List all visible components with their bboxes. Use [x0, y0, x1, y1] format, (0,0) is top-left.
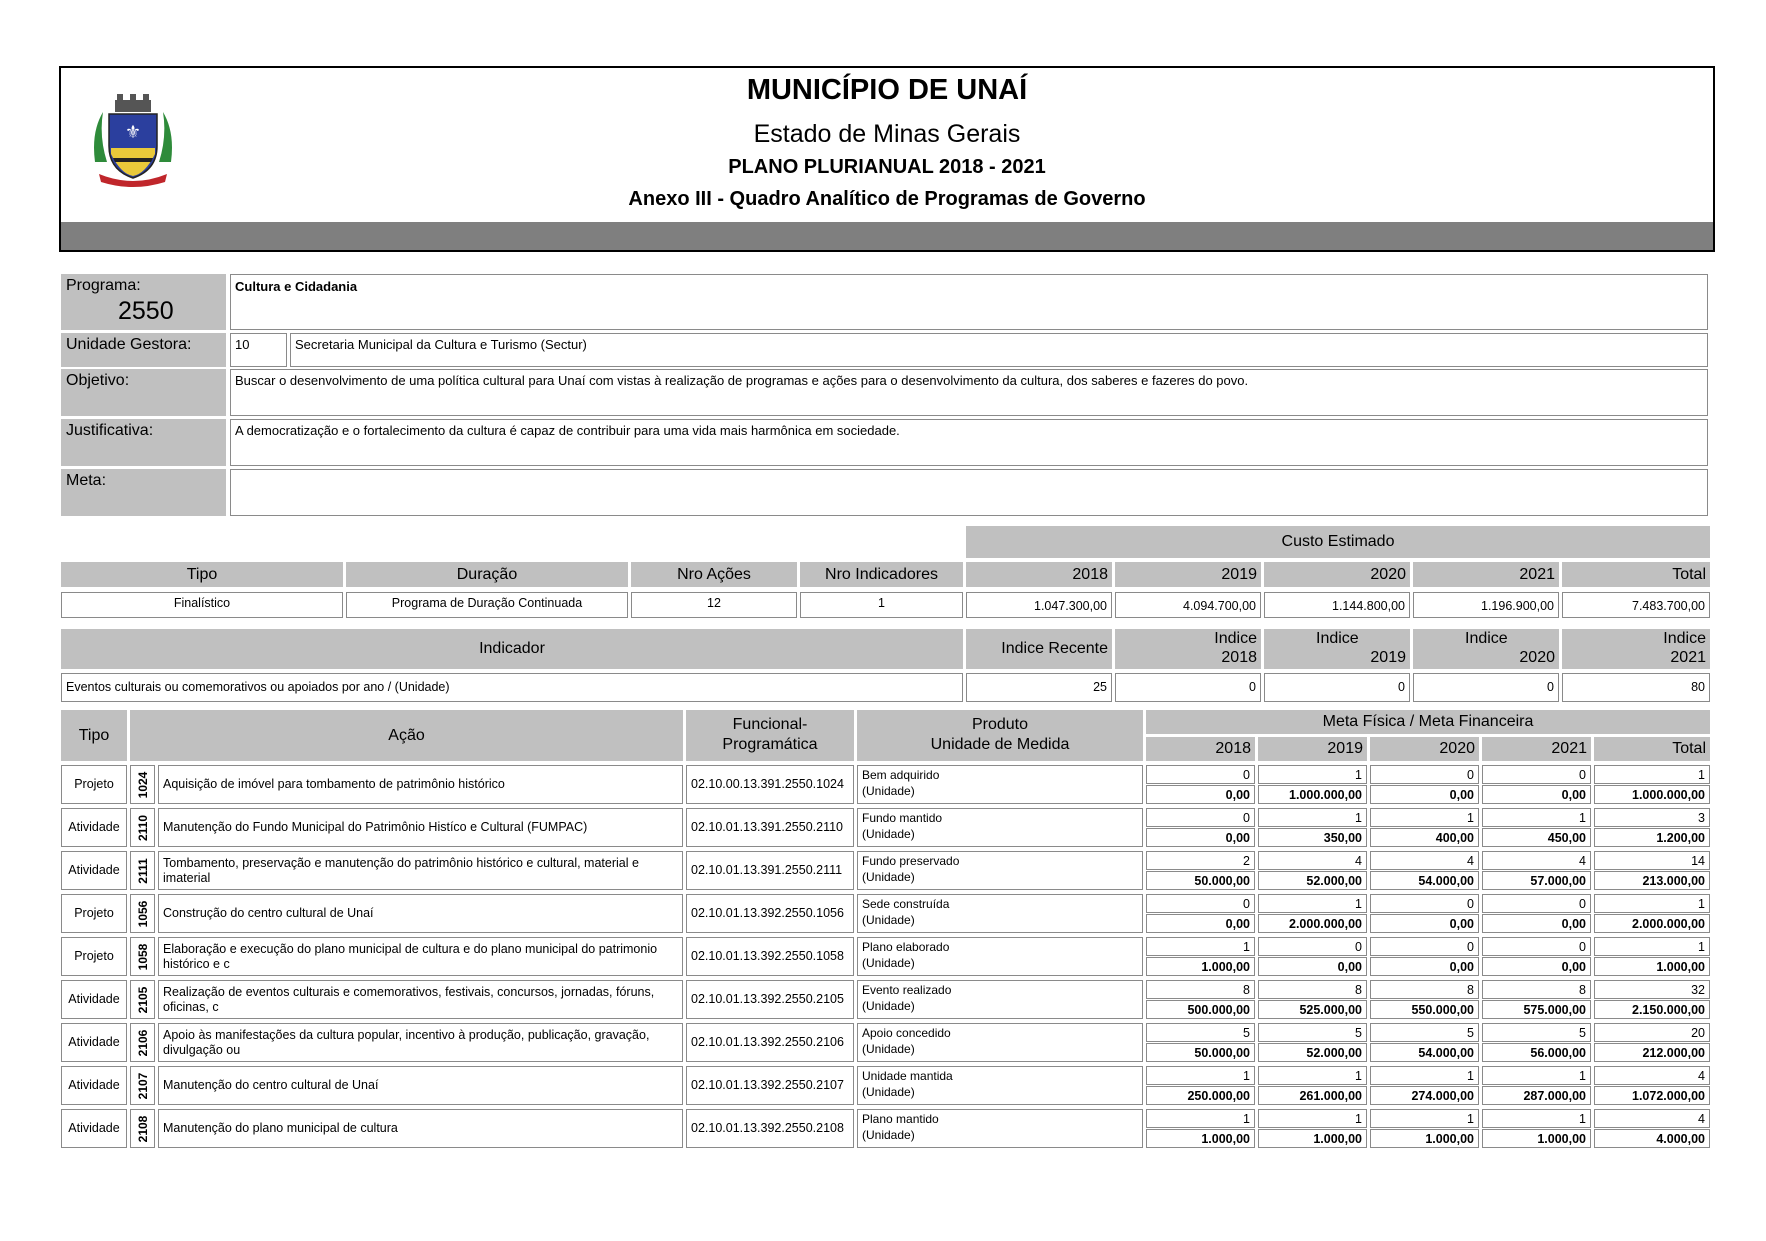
meta-financeira-value: 212.000,00	[1594, 1043, 1710, 1062]
meta-financeira-value: 400,00	[1370, 828, 1479, 847]
meta-fisica-value: 4	[1594, 1066, 1710, 1085]
meta-fisica-value: 0	[1258, 937, 1367, 956]
unidade-codigo	[230, 333, 287, 367]
meta-fisica-value: 0	[1482, 894, 1591, 913]
justificativa-text-box	[230, 419, 1708, 466]
acao-header-produto-1: Produto	[971, 716, 1029, 733]
acao-tipo: Projeto	[61, 894, 127, 933]
programa-nome-text: Cultura e Cidadania	[235, 279, 358, 294]
produto-nome: Bem adquirido	[862, 768, 940, 782]
acao-descricao	[158, 1023, 683, 1062]
indice-2021-header	[1562, 629, 1710, 669]
meta-fisica-value: 4	[1370, 851, 1479, 870]
acao-funcional: 02.10.01.13.391.2550.2110	[686, 808, 854, 847]
custo-header-2020: 2020	[1264, 562, 1410, 587]
meta-financeira-value: 1.000,00	[1370, 1129, 1479, 1148]
meta-label: Meta:	[61, 469, 226, 516]
acao-codigo	[130, 980, 155, 1019]
meta-fisica-value: 1	[1258, 1066, 1367, 1085]
produto-nome: Fundo mantido	[862, 811, 943, 825]
acao-header-produto	[857, 710, 1143, 761]
meta-fisica-value: 32	[1594, 980, 1710, 999]
custo-2020-value: 1.144.800,00	[1264, 592, 1410, 618]
acao-descricao-text: Elaboração e execução do plano municipal de cultura e do plano municipal do patrimonio histórico e c	[163, 941, 658, 971]
meta-financeira-value: 2.150.000,00	[1594, 1000, 1710, 1019]
acao-produto	[857, 1109, 1143, 1148]
meta-fisica-value: 5	[1482, 1023, 1591, 1042]
indice-2020-word: Indice	[1465, 630, 1508, 647]
meta-fisica-value: 8	[1482, 980, 1591, 999]
anexo-title: Anexo III - Quadro Analítico de Programas de Governo	[628, 188, 1146, 210]
custo-nro-acoes-value: 12	[631, 592, 797, 618]
meta-financeira-value: 1.000,00	[1594, 957, 1710, 976]
acao-codigo-text: 2108	[136, 1115, 150, 1143]
meta-financeira-value: 0,00	[1146, 785, 1255, 804]
meta-financeira-value: 0,00	[1370, 914, 1479, 933]
acao-codigo	[130, 1066, 155, 1105]
meta-fisica-value: 3	[1594, 808, 1710, 827]
justificativa-text: A democratização e o fortalecimento da cultura é capaz de contribuir para uma vida mais harmônica em sociedade.	[235, 423, 900, 438]
meta-fisica-value: 4	[1258, 851, 1367, 870]
produto-nome: Fundo preservado	[862, 854, 960, 868]
acao-produto	[857, 1023, 1143, 1062]
acao-funcional: 02.10.01.13.392.2550.1056	[686, 894, 854, 933]
meta-col-header-2021: 2021	[1482, 737, 1591, 761]
programa-number: 2550	[118, 297, 174, 325]
meta-fisica-value: 1	[1482, 1109, 1591, 1128]
acao-descricao	[158, 937, 683, 976]
meta-financeira-value: 2.000.000,00	[1594, 914, 1710, 933]
meta-fisica-value: 1	[1482, 1066, 1591, 1085]
acao-codigo-text: 1024	[136, 771, 150, 799]
meta-fisica-value: 1	[1146, 937, 1255, 956]
acao-codigo	[130, 1023, 155, 1062]
acao-produto	[857, 1066, 1143, 1105]
acao-header-funcional-1: Funcional-	[732, 716, 808, 733]
acao-tipo: Atividade	[61, 851, 127, 890]
meta-fisica-value: 0	[1146, 894, 1255, 913]
meta-col-header-2019: 2019	[1258, 737, 1367, 761]
meta-fisica-value: 5	[1258, 1023, 1367, 1042]
meta-financeira-value: 575.000,00	[1482, 1000, 1591, 1019]
acao-produto	[857, 765, 1143, 804]
acao-tipo: Atividade	[61, 1066, 127, 1105]
meta-fisica-value: 14	[1594, 851, 1710, 870]
acao-descricao	[158, 851, 683, 890]
meta-text-box	[230, 469, 1708, 516]
meta-financeira-value: 274.000,00	[1370, 1086, 1479, 1105]
acao-codigo-text: 2105	[136, 986, 150, 1014]
justificativa-label: Justificativa:	[61, 419, 226, 466]
custo-header-2021: 2021	[1413, 562, 1559, 587]
custo-nro-indicadores-value: 1	[800, 592, 963, 618]
acao-tipo: Projeto	[61, 765, 127, 804]
meta-fisica-value: 1	[1370, 1066, 1479, 1085]
indice-2018-word: Indice	[1214, 630, 1257, 647]
custo-2018-value: 1.047.300,00	[966, 592, 1112, 618]
acao-produto	[857, 980, 1143, 1019]
meta-financeira-value: 450,00	[1482, 828, 1591, 847]
indice-2019-word: Indice	[1316, 630, 1359, 647]
unidade-codigo-text: 10	[235, 337, 250, 352]
acao-descricao	[158, 1066, 683, 1105]
meta-financeira-value: 350,00	[1258, 828, 1367, 847]
plano-title: PLANO PLURIANUAL 2018 - 2021	[728, 156, 1046, 178]
programa-nome	[230, 274, 1708, 330]
acao-funcional: 02.10.01.13.392.2550.2108	[686, 1109, 854, 1148]
produto-unidade: (Unidade)	[862, 1128, 915, 1142]
acao-produto	[857, 937, 1143, 976]
meta-financeira-value: 261.000,00	[1258, 1086, 1367, 1105]
acao-funcional: 02.10.01.13.392.2550.2107	[686, 1066, 854, 1105]
produto-nome: Apoio concedido	[862, 1026, 951, 1040]
custo-total-value: 7.483.700,00	[1562, 592, 1710, 618]
meta-financeira-value: 1.200,00	[1594, 828, 1710, 847]
meta-financeira-value: 52.000,00	[1258, 871, 1367, 890]
meta-financeira-value: 0,00	[1370, 957, 1479, 976]
objetivo-text: Buscar o desenvolvimento de uma política cultural para Unaí com vistas à realização de programas e ações para o desenvolvimento da cultura, dos saberes e fazeres do povo.	[235, 373, 1249, 388]
meta-fisica-value: 4	[1482, 851, 1591, 870]
meta-fisica-value: 0	[1146, 808, 1255, 827]
meta-fisica-value: 0	[1370, 765, 1479, 784]
meta-fisica-value: 8	[1258, 980, 1367, 999]
meta-financeira-value: 1.000,00	[1146, 1129, 1255, 1148]
meta-financeira-value: 54.000,00	[1370, 871, 1479, 890]
svg-text:⚜: ⚜	[124, 122, 142, 143]
meta-fisica-value: 0	[1370, 937, 1479, 956]
produto-nome: Evento realizado	[862, 983, 952, 997]
indice-2019-header	[1264, 629, 1410, 669]
meta-fisica-value: 1	[1258, 765, 1367, 784]
meta-fisica-value: 8	[1370, 980, 1479, 999]
indice-2020-value: 0	[1413, 673, 1559, 702]
indice-2019-value: 0	[1264, 673, 1410, 702]
produto-unidade: (Unidade)	[862, 870, 915, 884]
acao-funcional: 02.10.01.13.392.2550.2106	[686, 1023, 854, 1062]
meta-fisica-value: 1	[1146, 1109, 1255, 1128]
meta-fisica-value: 8	[1146, 980, 1255, 999]
meta-financeira-value: 250.000,00	[1146, 1086, 1255, 1105]
acao-descricao-text: Manutenção do plano municipal de cultura	[163, 1121, 398, 1135]
meta-financeira-value: 287.000,00	[1482, 1086, 1591, 1105]
acao-descricao-text: Manutenção do Fundo Municipal do Patrimônio Histíco e Cultural (FUMPAC)	[163, 820, 588, 834]
acao-tipo: Atividade	[61, 980, 127, 1019]
meta-fisica-value: 1	[1594, 894, 1710, 913]
acao-descricao	[158, 808, 683, 847]
acao-codigo-text: 1056	[136, 900, 150, 928]
produto-nome: Plano mantido	[862, 1112, 939, 1126]
meta-financeira-value: 1.000,00	[1482, 1129, 1591, 1148]
meta-financeira-value: 50.000,00	[1146, 871, 1255, 890]
produto-unidade: (Unidade)	[862, 999, 915, 1013]
acao-funcional: 02.10.01.13.391.2550.2111	[686, 851, 854, 890]
acao-descricao	[158, 980, 683, 1019]
acao-codigo	[130, 894, 155, 933]
acao-descricao-text: Tombamento, preservação e manutenção do patrimônio histórico e cultural, material e imaterial	[163, 855, 639, 885]
produto-nome: Unidade mantida	[862, 1069, 953, 1083]
acao-descricao-text: Manutenção do centro cultural de Unaí	[163, 1078, 379, 1092]
indice-2021-word: Indice	[1663, 630, 1706, 647]
acao-header-produto-2: Unidade de Medida	[930, 736, 1070, 753]
indicador-header: Indicador	[61, 629, 963, 669]
acao-descricao-text: Realização de eventos culturais e comemorativos, festivais, concursos, jornadas, fóruns, oficinas, c	[163, 984, 655, 1014]
meta-financeira-value: 1.000.000,00	[1594, 785, 1710, 804]
meta-financeira-value: 56.000,00	[1482, 1043, 1591, 1062]
produto-unidade: (Unidade)	[862, 827, 915, 841]
meta-fisica-value: 0	[1370, 894, 1479, 913]
acao-funcional: 02.10.01.13.392.2550.1058	[686, 937, 854, 976]
indice-2020-year: 2020	[1519, 649, 1555, 666]
meta-financeira-value: 550.000,00	[1370, 1000, 1479, 1019]
meta-financeira-value: 500.000,00	[1146, 1000, 1255, 1019]
acao-descricao	[158, 894, 683, 933]
acao-descricao	[158, 1109, 683, 1148]
produto-nome: Sede construída	[862, 897, 950, 911]
header-bottom-bar	[61, 222, 1713, 250]
meta-fisica-value: 1	[1258, 894, 1367, 913]
produto-unidade: (Unidade)	[862, 913, 915, 927]
meta-financeira-value: 1.000,00	[1146, 957, 1255, 976]
acao-tipo: Atividade	[61, 808, 127, 847]
meta-fisica-value: 0	[1482, 765, 1591, 784]
custo-estimado-title: Custo Estimado	[966, 526, 1710, 558]
acao-codigo-text: 2111	[136, 858, 150, 884]
acao-funcional: 02.10.00.13.391.2550.1024	[686, 765, 854, 804]
custo-header-nro-acoes: Nro Ações	[631, 562, 797, 587]
meta-fisica-value: 1	[1594, 765, 1710, 784]
meta-financeira-value: 0,00	[1370, 785, 1479, 804]
meta-financeira-value: 50.000,00	[1146, 1043, 1255, 1062]
meta-fisica-value: 0	[1146, 765, 1255, 784]
unidade-nome-text: Secretaria Municipal da Cultura e Turismo (Sectur)	[295, 337, 587, 352]
meta-financeira-value: 0,00	[1482, 914, 1591, 933]
programa-label-box	[61, 274, 226, 330]
meta-financeira-value: 0,00	[1482, 957, 1591, 976]
meta-col-header-2018: 2018	[1146, 737, 1255, 761]
acao-codigo-text: 2110	[136, 814, 150, 842]
meta-financeira-value: 0,00	[1258, 957, 1367, 976]
municipio-title: MUNICÍPIO DE UNAÍ	[746, 74, 1028, 106]
estado-title: Estado de Minas Gerais	[753, 120, 1021, 148]
meta-fisica-value: 1	[1370, 808, 1479, 827]
meta-fisica-value: 1	[1370, 1109, 1479, 1128]
meta-fisica-value: 1	[1258, 808, 1367, 827]
acao-header-funcional	[686, 710, 854, 761]
acao-codigo-text: 1058	[136, 943, 150, 971]
produto-unidade: (Unidade)	[862, 1085, 915, 1099]
meta-fisica-value: 1	[1482, 808, 1591, 827]
custo-tipo-value: Finalístico	[61, 592, 343, 618]
custo-header-nro-indicadores: Nro Indicadores	[800, 562, 963, 587]
custo-2021-value: 1.196.900,00	[1413, 592, 1559, 618]
meta-financeira-value: 0,00	[1146, 914, 1255, 933]
acao-tipo: Projeto	[61, 937, 127, 976]
meta-financeira-value: 1.072.000,00	[1594, 1086, 1710, 1105]
acao-codigo-text: 2106	[136, 1029, 150, 1057]
acao-tipo: Atividade	[61, 1109, 127, 1148]
meta-financeira-value: 0,00	[1482, 785, 1591, 804]
meta-fisica-value: 1	[1146, 1066, 1255, 1085]
acao-descricao-text: Aquisição de imóvel para tombamento de patrimônio histórico	[163, 777, 505, 791]
acao-tipo: Atividade	[61, 1023, 127, 1062]
produto-unidade: (Unidade)	[862, 784, 915, 798]
indice-2018-value: 0	[1115, 673, 1261, 702]
acao-codigo	[130, 1109, 155, 1148]
meta-fisica-value: 1	[1594, 937, 1710, 956]
meta-financeira-value: 54.000,00	[1370, 1043, 1479, 1062]
indice-2019-year: 2019	[1370, 649, 1406, 666]
meta-fisica-value: 0	[1482, 937, 1591, 956]
acao-codigo	[130, 851, 155, 890]
indice-2018-header	[1115, 629, 1261, 669]
meta-col-header-2020: 2020	[1370, 737, 1479, 761]
acao-header-acao: Ação	[130, 710, 683, 761]
acao-codigo	[130, 765, 155, 804]
acao-header-tipo: Tipo	[61, 710, 127, 761]
meta-col-header-total: Total	[1594, 737, 1710, 761]
acao-descricao-text: Apoio às manifestações da cultura popular, incentivo à produção, publicação, gravação, divulgação ou	[163, 1027, 650, 1057]
acao-descricao-text: Construção do centro cultural de Unaí	[163, 906, 374, 920]
meta-financeira-value: 52.000,00	[1258, 1043, 1367, 1062]
meta-fisica-value: 4	[1594, 1109, 1710, 1128]
acao-codigo	[130, 808, 155, 847]
acao-funcional: 02.10.01.13.392.2550.2105	[686, 980, 854, 1019]
produto-unidade: (Unidade)	[862, 1042, 915, 1056]
indice-recente-header: Indice Recente	[966, 629, 1112, 669]
meta-financeira-value: 2.000.000,00	[1258, 914, 1367, 933]
meta-financeira-value: 57.000,00	[1482, 871, 1591, 890]
custo-header-total: Total	[1562, 562, 1710, 587]
custo-2019-value: 4.094.700,00	[1115, 592, 1261, 618]
meta-fisica-value: 5	[1146, 1023, 1255, 1042]
custo-header-duracao: Duração	[346, 562, 628, 587]
acao-codigo	[130, 937, 155, 976]
meta-fisica-value: 1	[1258, 1109, 1367, 1128]
document-header	[59, 66, 1715, 252]
custo-header-tipo: Tipo	[61, 562, 343, 587]
meta-financeira-value: 0,00	[1146, 828, 1255, 847]
acao-header-funcional-2: Programática	[722, 736, 818, 753]
meta-fisica-value: 2	[1146, 851, 1255, 870]
meta-financeira-value: 4.000,00	[1594, 1129, 1710, 1148]
acao-descricao	[158, 765, 683, 804]
meta-fisica-value: 20	[1594, 1023, 1710, 1042]
meta-financeira-value: 525.000,00	[1258, 1000, 1367, 1019]
custo-header-2018: 2018	[966, 562, 1112, 587]
acao-produto	[857, 851, 1143, 890]
unidade-nome	[290, 333, 1708, 367]
meta-financeira-value: 213.000,00	[1594, 871, 1710, 890]
indice-2021-value: 80	[1562, 673, 1710, 702]
acao-produto	[857, 894, 1143, 933]
objetivo-text-box	[230, 369, 1708, 416]
indice-2018-year: 2018	[1221, 649, 1257, 666]
unidade-label: Unidade Gestora:	[61, 333, 226, 367]
indice-2020-header	[1413, 629, 1559, 669]
acao-codigo-text: 2107	[136, 1072, 150, 1100]
indicador-name: Eventos culturais ou comemorativos ou apoiados por ano / (Unidade)	[61, 673, 963, 702]
indice-2021-year: 2021	[1670, 649, 1706, 666]
meta-financeira-value: 1.000,00	[1258, 1129, 1367, 1148]
meta-fisica-value: 5	[1370, 1023, 1479, 1042]
meta-fisica-financeira-header: Meta Física / Meta Financeira	[1146, 710, 1710, 734]
custo-duracao-value: Programa de Duração Continuada	[346, 592, 628, 618]
produto-unidade: (Unidade)	[862, 956, 915, 970]
objetivo-label: Objetivo:	[61, 369, 226, 416]
acao-produto	[857, 808, 1143, 847]
indice-recente-value: 25	[966, 673, 1112, 702]
custo-header-2019: 2019	[1115, 562, 1261, 587]
produto-nome: Plano elaborado	[862, 940, 950, 954]
programa-label: Programa:	[66, 277, 141, 294]
meta-financeira-value: 1.000.000,00	[1258, 785, 1367, 804]
